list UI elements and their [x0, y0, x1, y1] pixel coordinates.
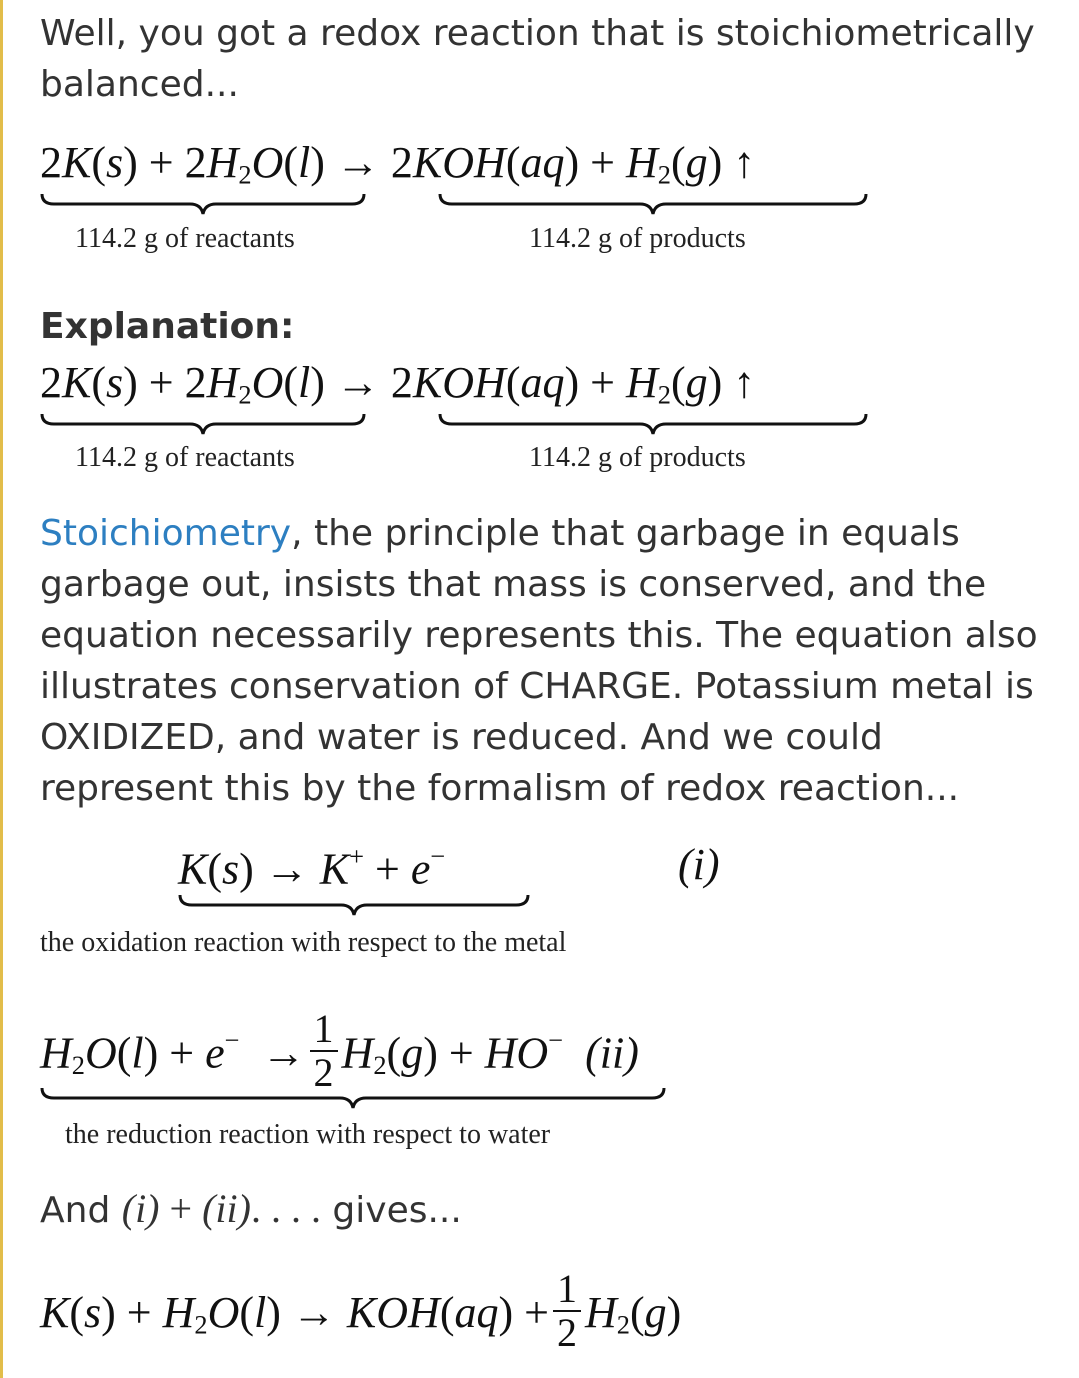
- sum-line: And (i) + (ii). . . . gives...: [40, 1186, 462, 1231]
- equation-tag-ii: (ii): [585, 1028, 639, 1078]
- products-underbrace: [438, 192, 868, 218]
- reactants-mass-label-2: 114.2 g of reactants: [75, 442, 295, 473]
- products-mass-label: 114.2 g of products: [529, 223, 746, 254]
- half-fraction: $\frac{1}{2}$: [310, 1008, 338, 1094]
- products-underbrace-2: [438, 412, 868, 438]
- equation-tag-i: (i): [678, 840, 720, 889]
- oxidation-label: the oxidation reaction with respect to the metal: [40, 927, 567, 958]
- equation-main-1: $2K(s) + 2H_2O(l) \to 2KOH(aq) + H_2(g)$ ↑: [40, 138, 756, 190]
- explanation-heading: Explanation:: [40, 306, 295, 347]
- final-fraction: $\frac{1}{2}$: [553, 1268, 581, 1354]
- left-edge-accent: [0, 0, 3, 1378]
- reactants-mass-label: 114.2 g of reactants: [75, 223, 295, 254]
- reduction-underbrace: [40, 1086, 668, 1112]
- final-equation: $K(s) + H_2O(l) \to KOH(aq)$ + $\frac{1}{2}$ $H_2(g)$: [40, 1265, 682, 1355]
- paragraph-body: , the principle that garbage in equals garbage out, insists that mass is conserved, and the equation necessarily represents this. The equation also illustrates conservation of CHARGE. Potassium metal is OXIDIZED, and water is reduced. And we could represent this by the formalism of redox reaction...: [40, 513, 1038, 809]
- reduction-half-reaction: $H_2O(l) + e^-$ → $\frac{1}{2}$ $H_2(g) + HO^-$ (ii): [40, 1006, 639, 1096]
- products-mass-label-2: 114.2 g of products: [529, 442, 746, 473]
- equation-main-2: $2K(s) + 2H_2O(l) \to 2KOH(aq) + H_2(g)$ ↑: [40, 358, 756, 410]
- oxidation-half-reaction: K(s) → K+ + e−: [178, 841, 446, 894]
- reactants-underbrace-2: [40, 412, 366, 438]
- reactants-underbrace: [40, 192, 366, 218]
- stoichiometry-link[interactable]: Stoichiometry: [40, 513, 292, 554]
- oxidation-underbrace: [178, 893, 530, 919]
- intro-text: Well, you got a redox reaction that is stoichiometrically balanced...: [40, 13, 1035, 105]
- reduction-label: the reduction reaction with respect to water: [65, 1119, 551, 1150]
- explanation-paragraph: [40, 508, 1040, 814]
